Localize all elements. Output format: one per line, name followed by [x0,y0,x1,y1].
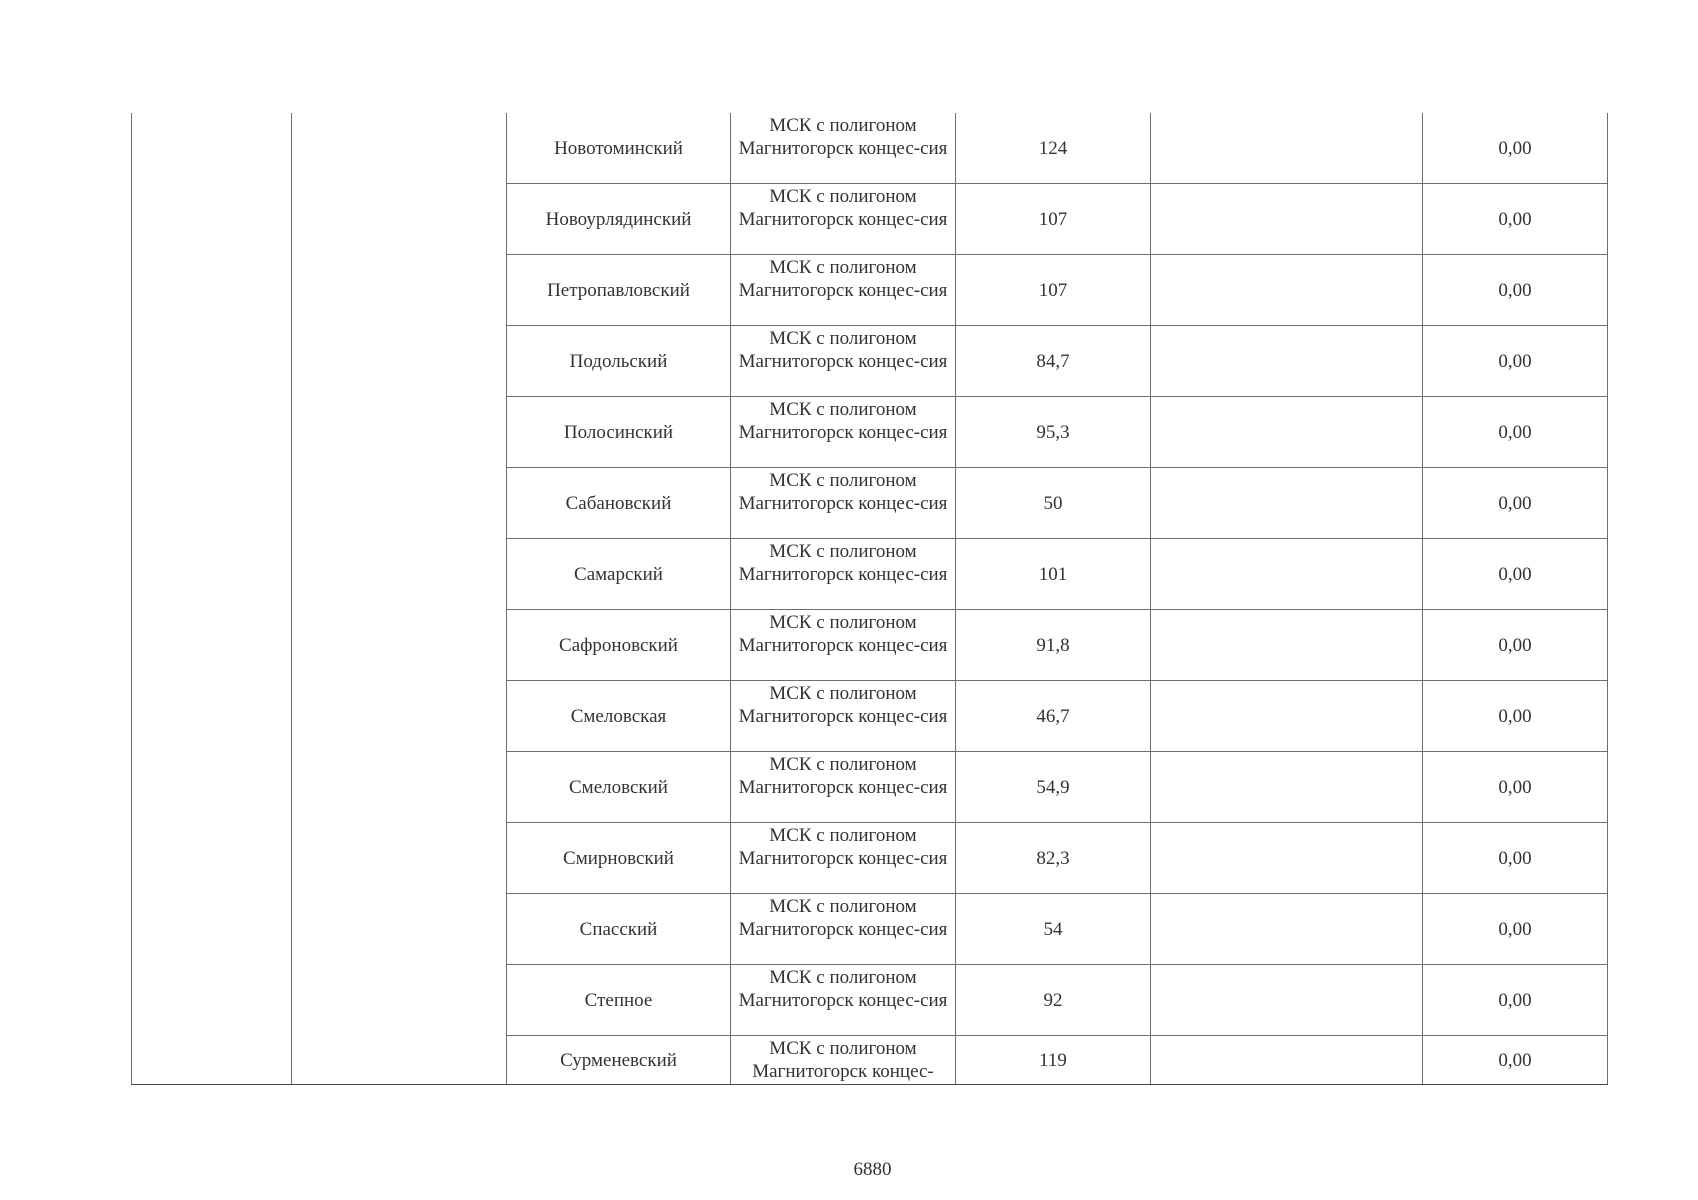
region-cell [132,610,292,681]
district-cell [292,681,507,752]
settlement-cell: Самарский [507,539,731,610]
amount-cell: 0,00 [1423,752,1608,823]
empty-cell [1151,326,1423,397]
district-cell [292,1036,507,1085]
district-cell [292,539,507,610]
empty-cell [1151,894,1423,965]
table-row [132,1036,1608,1085]
method-text: МСК с полигоном Магнитогорск концес-сия [738,114,948,159]
table-body [132,113,1608,1085]
value-cell: 82,3 [956,823,1151,894]
table-row [132,539,1608,610]
table-row [132,752,1608,823]
amount-cell: 0,00 [1423,397,1608,468]
empty-cell [1151,823,1423,894]
method-cell [731,326,956,397]
district-cell [292,113,507,184]
method-text: МСК с полигоном Магнитогорск концес- [752,1037,934,1082]
value-cell: 50 [956,468,1151,539]
method-cell [731,184,956,255]
data-table [131,113,1608,1085]
value-cell: 54 [956,894,1151,965]
settlement-cell: Степное [507,965,731,1036]
settlement-cell: Смеловский [507,752,731,823]
settlement-cell: Сурменевский [507,1036,731,1085]
method-cell [731,681,956,752]
method-text: МСК с полигоном Магнитогорск концес-сия [738,895,948,940]
table-row [132,326,1608,397]
method-text: МСК с полигоном Магнитогорск концес-сия [738,753,948,798]
district-cell [292,397,507,468]
value-cell: 107 [956,184,1151,255]
empty-cell [1151,113,1423,184]
method-text: МСК с полигоном Магнитогорск концес-сия [738,682,948,727]
table-row [132,823,1608,894]
method-text: МСК с полигоном Магнитогорск концес-сия [738,540,948,585]
settlement-cell: Сабановский [507,468,731,539]
region-cell [132,752,292,823]
empty-cell [1151,610,1423,681]
amount-cell: 0,00 [1423,894,1608,965]
amount-cell: 0,00 [1423,823,1608,894]
method-text: МСК с полигоном Магнитогорск концес-сия [738,256,948,301]
amount-cell: 0,00 [1423,539,1608,610]
district-cell [292,752,507,823]
method-cell [731,823,956,894]
method-cell [731,894,956,965]
value-cell: 54,9 [956,752,1151,823]
settlement-cell: Спасский [507,894,731,965]
table-row [132,468,1608,539]
district-cell [292,326,507,397]
value-cell: 91,8 [956,610,1151,681]
district-cell [292,468,507,539]
table-row [132,681,1608,752]
empty-cell [1151,397,1423,468]
empty-cell [1151,752,1423,823]
region-cell [132,823,292,894]
region-cell [132,468,292,539]
region-cell [132,894,292,965]
region-cell [132,1036,292,1085]
amount-cell: 0,00 [1423,681,1608,752]
district-cell [292,255,507,326]
empty-cell [1151,468,1423,539]
amount-cell: 0,00 [1423,610,1608,681]
table-row [132,184,1608,255]
method-cell [731,610,956,681]
region-cell [132,965,292,1036]
method-cell [731,539,956,610]
empty-cell [1151,539,1423,610]
region-cell [132,113,292,184]
table-row [132,965,1608,1036]
table-row [132,610,1608,681]
amount-cell: 0,00 [1423,965,1608,1036]
value-cell: 46,7 [956,681,1151,752]
settlement-cell: Новоурлядинский [507,184,731,255]
settlement-cell: Новотоминский [507,113,731,184]
settlement-cell: Сафроновский [507,610,731,681]
region-cell [132,397,292,468]
table-row [132,894,1608,965]
region-cell [132,255,292,326]
method-cell [731,468,956,539]
amount-cell: 0,00 [1423,184,1608,255]
region-cell [132,326,292,397]
region-cell [132,539,292,610]
method-text: МСК с полигоном Магнитогорск концес-сия [738,185,948,230]
amount-cell: 0,00 [1423,1036,1608,1085]
value-cell: 92 [956,965,1151,1036]
settlement-cell: Подольский [507,326,731,397]
region-cell [132,681,292,752]
amount-cell: 0,00 [1423,113,1608,184]
empty-cell [1151,184,1423,255]
method-cell [731,1036,956,1085]
settlement-cell: Смирновский [507,823,731,894]
amount-cell: 0,00 [1423,326,1608,397]
value-cell: 124 [956,113,1151,184]
method-text: МСК с полигоном Магнитогорск концес-сия [738,824,948,869]
method-cell [731,255,956,326]
district-cell [292,823,507,894]
table-row [132,397,1608,468]
settlement-cell: Петропавловский [507,255,731,326]
district-cell [292,184,507,255]
settlement-cell: Полосинский [507,397,731,468]
settlement-cell: Смеловская [507,681,731,752]
method-text: МСК с полигоном Магнитогорск концес-сия [738,327,948,372]
district-cell [292,965,507,1036]
empty-cell [1151,965,1423,1036]
table-row [132,255,1608,326]
value-cell: 101 [956,539,1151,610]
value-cell: 119 [956,1036,1151,1085]
method-cell [731,752,956,823]
method-text: МСК с полигоном Магнитогорск концес-сия [738,966,948,1011]
region-cell [132,184,292,255]
empty-cell [1151,1036,1423,1085]
value-cell: 107 [956,255,1151,326]
amount-cell: 0,00 [1423,255,1608,326]
amount-cell: 0,00 [1423,468,1608,539]
method-cell [731,113,956,184]
method-cell [731,965,956,1036]
empty-cell [1151,681,1423,752]
method-text: МСК с полигоном Магнитогорск концес-сия [738,398,948,443]
method-text: МСК с полигоном Магнитогорск концес-сия [738,611,948,656]
page-number: 6880 [853,1159,892,1180]
method-text: МСК с полигоном Магнитогорск концес-сия [738,469,948,514]
value-cell: 95,3 [956,397,1151,468]
district-cell [292,610,507,681]
district-cell [292,894,507,965]
method-cell [731,397,956,468]
empty-cell [1151,255,1423,326]
table-row [132,113,1608,184]
value-cell: 84,7 [956,326,1151,397]
